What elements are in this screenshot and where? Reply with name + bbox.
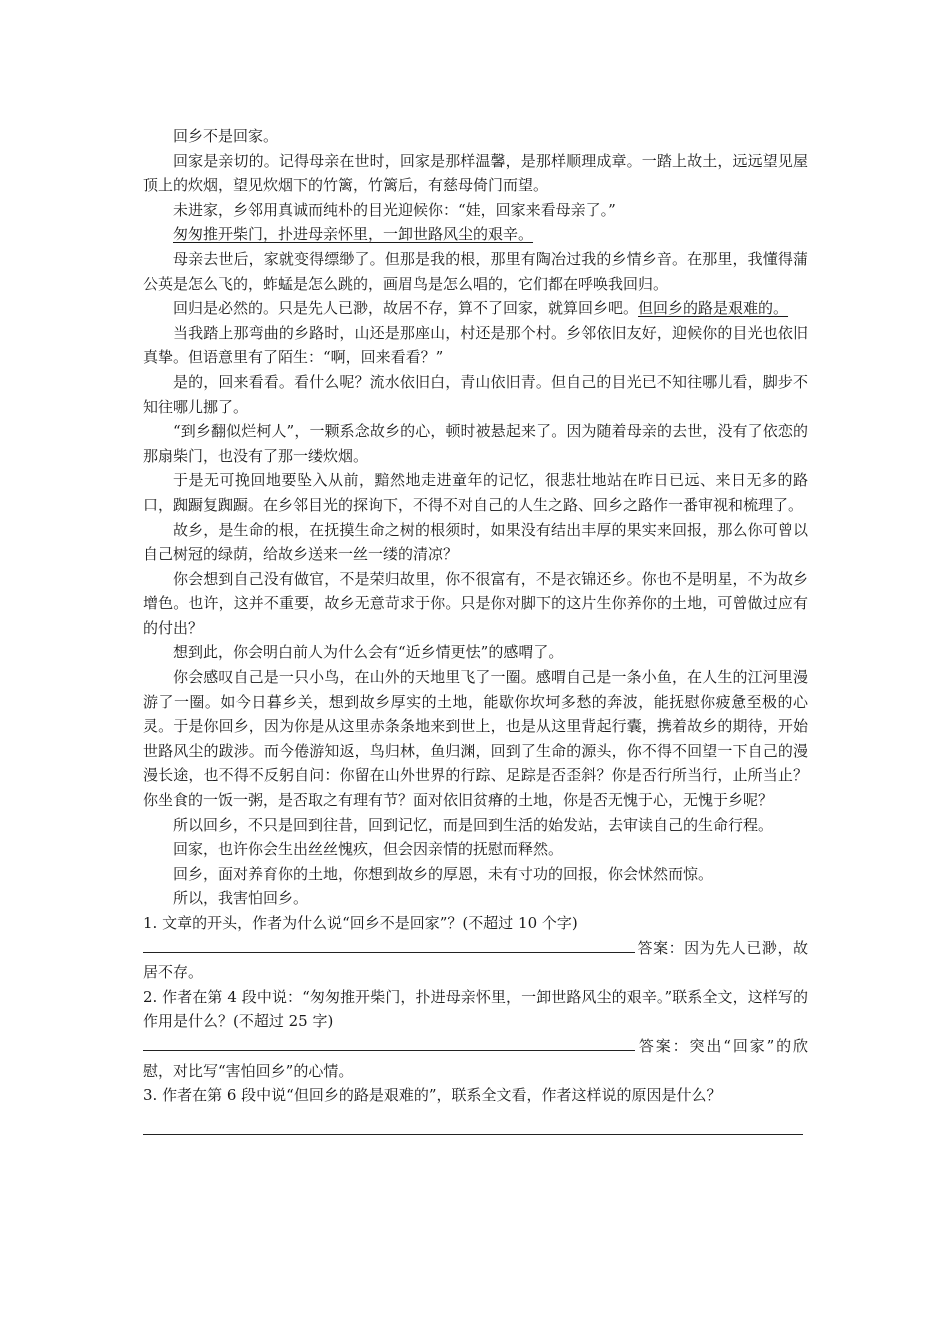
paragraph-3: 未进家，乡邻用真诚而纯朴的目光迎候你：“娃，回家来看母亲了。” [173,200,616,219]
paragraph-7: 当我踏上那弯曲的乡路时，山还是那座山，村还是那个村。乡邻依旧友好，迎候你的目光也依旧真挚。但语意里有了陌生：“啊，回来看看？” [143,323,808,367]
paragraph-13: 想到此，你会明白前人为什么会有“近乡情更怯”的感喟了。 [173,643,564,662]
paragraph-6 [143,296,808,321]
paragraph-9: “到乡翻似烂柯人”，一颗系念故乡的心，顿时被悬起来了。因为随着母亲的去世，没有了依恋的那扇柴门，也没有了那一缕炊烟。 [143,422,808,465]
answer-1-text: 答案：因为先人已渺，故居不存。 [143,938,808,982]
answer-blank-2[interactable] [143,1036,635,1051]
question-3: 3. 作者在第 6 段中说“但回乡的路是艰难的”，联系全文看，作者这样说的原因是什么？ [143,1086,722,1105]
paragraph-17: 回乡，面对养育你的土地，你想到故乡的厚恩，未有寸功的回报，你会怵然而惊。 [173,864,714,883]
paragraph-15: 所以回乡，不只是回到往昔，回到记忆，而是回到生活的始发站，去审读自己的生命行程。 [173,815,774,834]
paragraph-6-text: 回归是必然的。只是先人已渺，故居不存，算不了回家，就算回乡吧。 [173,299,639,318]
paragraph-5: 母亲去世后，家就变得缥缈了。但那是我的根，那里有陶冶过我的乡情乡音。在那里，我懂得蒲公英是怎么飞的，蚱蜢是怎么跳的，画眉鸟是怎么唱的，它们都在呼唤我回归。 [143,249,808,293]
answer-blank-1[interactable] [143,938,635,953]
document-page [143,124,808,1135]
paragraph-11: 故乡，是生命的根，在抚摸生命之树的根须时，如果没有结出丰厚的果实来回报，那么你可曾以自己树冠的绿荫，给故乡送来一丝一缕的清凉？ [143,520,808,564]
underlined-sentence-p6: 但回乡的路是艰难的。 [638,299,789,318]
question-1: 1. 文章的开头，作者为什么说“回乡不是回家”？(不超过 10 个字) [143,914,578,932]
paragraph-2: 回家是亲切的。记得母亲在世时，回家是那样温馨，是那样顺理成章。一踏上故土，远远望见屋顶上的炊烟，望见炊烟下的竹篱，竹篱后，有慈母倚门而望。 [143,151,808,195]
paragraph-12: 你会想到自己没有做官，不是荣归故里，你不很富有，不是衣锦还乡。你也不是明星，不为故乡增色。也许，这并不重要，故乡无意苛求于你。只是你对脚下的这片生你养你的土地，可曾做过应有的付出？ [143,569,808,637]
answer-2 [143,1034,808,1083]
answer-1 [143,936,808,985]
paragraph-14: 你会感叹自己是一只小鸟，在山外的天地里飞了一圈。感喟自己是一条小鱼，在人生的江河里漫游了一圈。如今日暮乡关，想到故乡厚实的土地，能歇你坎坷多愁的奔波，能抚慰你疲惫至极的心灵。于是你回乡，因为你是从这里赤条条地来到世上，也是从这里背起行囊，携着故乡的期待，开始世路风尘的跋涉。而今倦游知返，鸟归林，鱼归渊，回到了生命的源头，你不得不回望一下自己的漫漫长途，也不得不反躬自问：你留在山外世界的行踪、足踪是否歪斜？你是否行所当行，止所当止？你坐食的一饭一粥，是否取之有理有节？面对依旧贫瘠的土地，你是否无愧于心，无愧于乡呢？ [143,668,808,810]
paragraph-8: 是的，回来看看。看什么呢？流水依旧白，青山依旧青。但自己的目光已不知往哪儿看，脚步不知往哪儿挪了。 [143,372,808,416]
underlined-sentence-p4: 匆匆推开柴门，扑进母亲怀里，一卸世路风尘的艰辛。 [173,225,534,244]
question-2: 2. 作者在第 4 段中说：“匆匆推开柴门，扑进母亲怀里，一卸世路风尘的艰辛。”联系全文，这样写的作用是什么？(不超过 25 字) [143,987,808,1031]
paragraph-1: 回乡不是回家。 [173,127,279,145]
answer-2-text: 答案：突出“回家”的欣慰，对比写“害怕回乡”的心情。 [143,1036,808,1080]
paragraph-10: 于是无可挽回地要坠入从前，黯然地走进童年的记忆，很悲壮地站在昨日已远、来日无多的路口，踟蹰复踟蹰。在乡邻目光的探询下，不得不对自己的人生之路、回乡之路作一番审视和梳理了。 [143,471,808,514]
answer-blank-3[interactable] [143,1108,803,1135]
paragraph-18: 所以，我害怕回乡。 [173,889,309,908]
paragraph-16: 回家，也许你会生出丝丝愧疚，但会因亲情的抚慰而释然。 [173,840,564,859]
paragraph-4 [143,222,808,247]
